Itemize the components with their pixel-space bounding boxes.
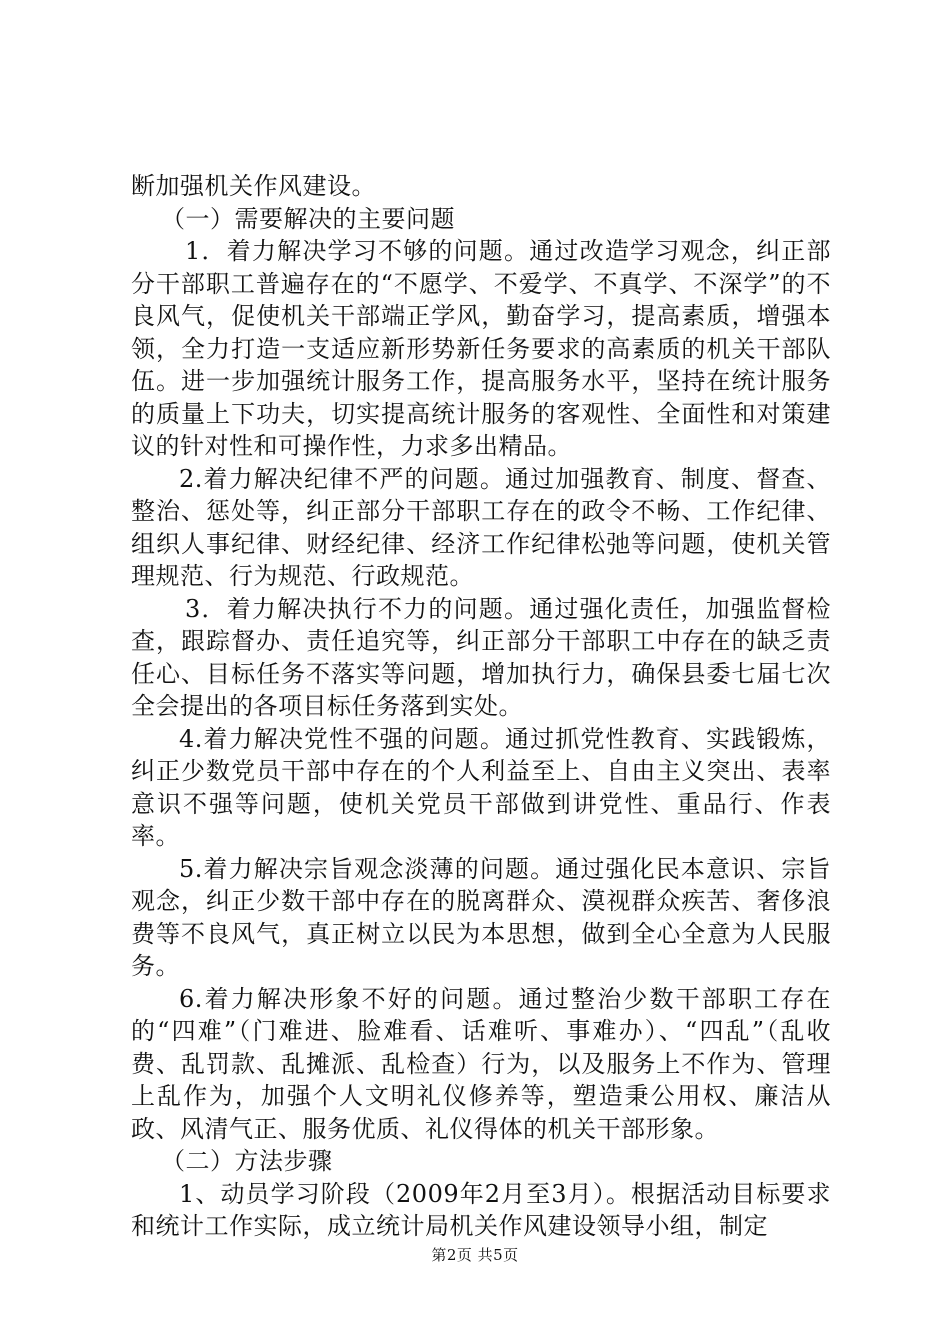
paragraph-item-6: 6.着力解决形象不好的问题。通过整治少数干部职工存在的“四难”（门难进、脸难看、话难听、事难办）、“四乱”（乱收费、乱罚款、乱摊派、乱检查）行为，以及服务上不作为、管理上乱作为，加强个人文明礼仪修养等，塑造秉公用权、廉洁从政、风清气正、服务优质、礼仪得体的机关干部形象。 (131, 984, 831, 1143)
page-footer: 第2页 共5页 (431, 1246, 519, 1264)
section-heading-main-problems: （一）需要解决的主要问题 (161, 204, 455, 233)
paragraph-item-4: 4.着力解决党性不强的问题。通过抓党性教育、实践锻炼，纠正少数党员干部中存在的个人利益至上、自由主义突出、表率意识不强等问题，使机关党员干部做到讲党性、重品行、作表率。 (131, 724, 831, 850)
paragraph-continuation: 断加强机关作风建设。 (131, 172, 376, 200)
paragraph-step-1: 1、动员学习阶段（2009年2月至3月）。根据活动目标要求和统计工作实际，成立统计局机关作风建设领导小组，制定 (131, 1179, 831, 1240)
paragraph-item-3: 3．着力解决执行不力的问题。通过强化责任，加强监督检查，跟踪督办、责任追究等，纠正部分干部职工中存在的缺乏责任心、目标任务不落实等问题，增加执行力，确保县委七届七次全会提出的各项目标任务落到实处。 (131, 594, 831, 720)
paragraph-item-1: 1．着力解决学习不够的问题。通过改造学习观念，纠正部分干部职工普遍存在的“不愿学、不爱学、不真学、不深学”的不良风气，促使机关干部端正学风，勤奋学习，提高素质，增强本领，全力打造一支适应新形势新任务要求的高素质的机关干部队伍。进一步加强统计服务工作，提高服务水平，坚持在统计服务的质量上下功夫，切实提高统计服务的客观性、全面性和对策建议的针对性和可操作性，力求多出精品。 (131, 237, 831, 460)
section-heading-method-steps: （二）方法步骤 (161, 1147, 333, 1175)
body-text (131, 170, 831, 1243)
paragraph-item-5: 5.着力解决宗旨观念淡薄的问题。通过强化民本意识、宗旨观念，纠正少数干部中存在的脱离群众、漠视群众疾苦、奢侈浪费等不良风气，真正树立以民为本思想，做到全心全意为人民服务。 (131, 854, 831, 980)
paragraph-item-2: 2.着力解决纪律不严的问题。通过加强教育、制度、督查、整治、惩处等，纠正部分干部职工存在的政令不畅、工作纪律、组织人事纪律、财经纪律、经济工作纪律松弛等问题，使机关管理规范、行为规范、行政规范。 (131, 464, 831, 590)
